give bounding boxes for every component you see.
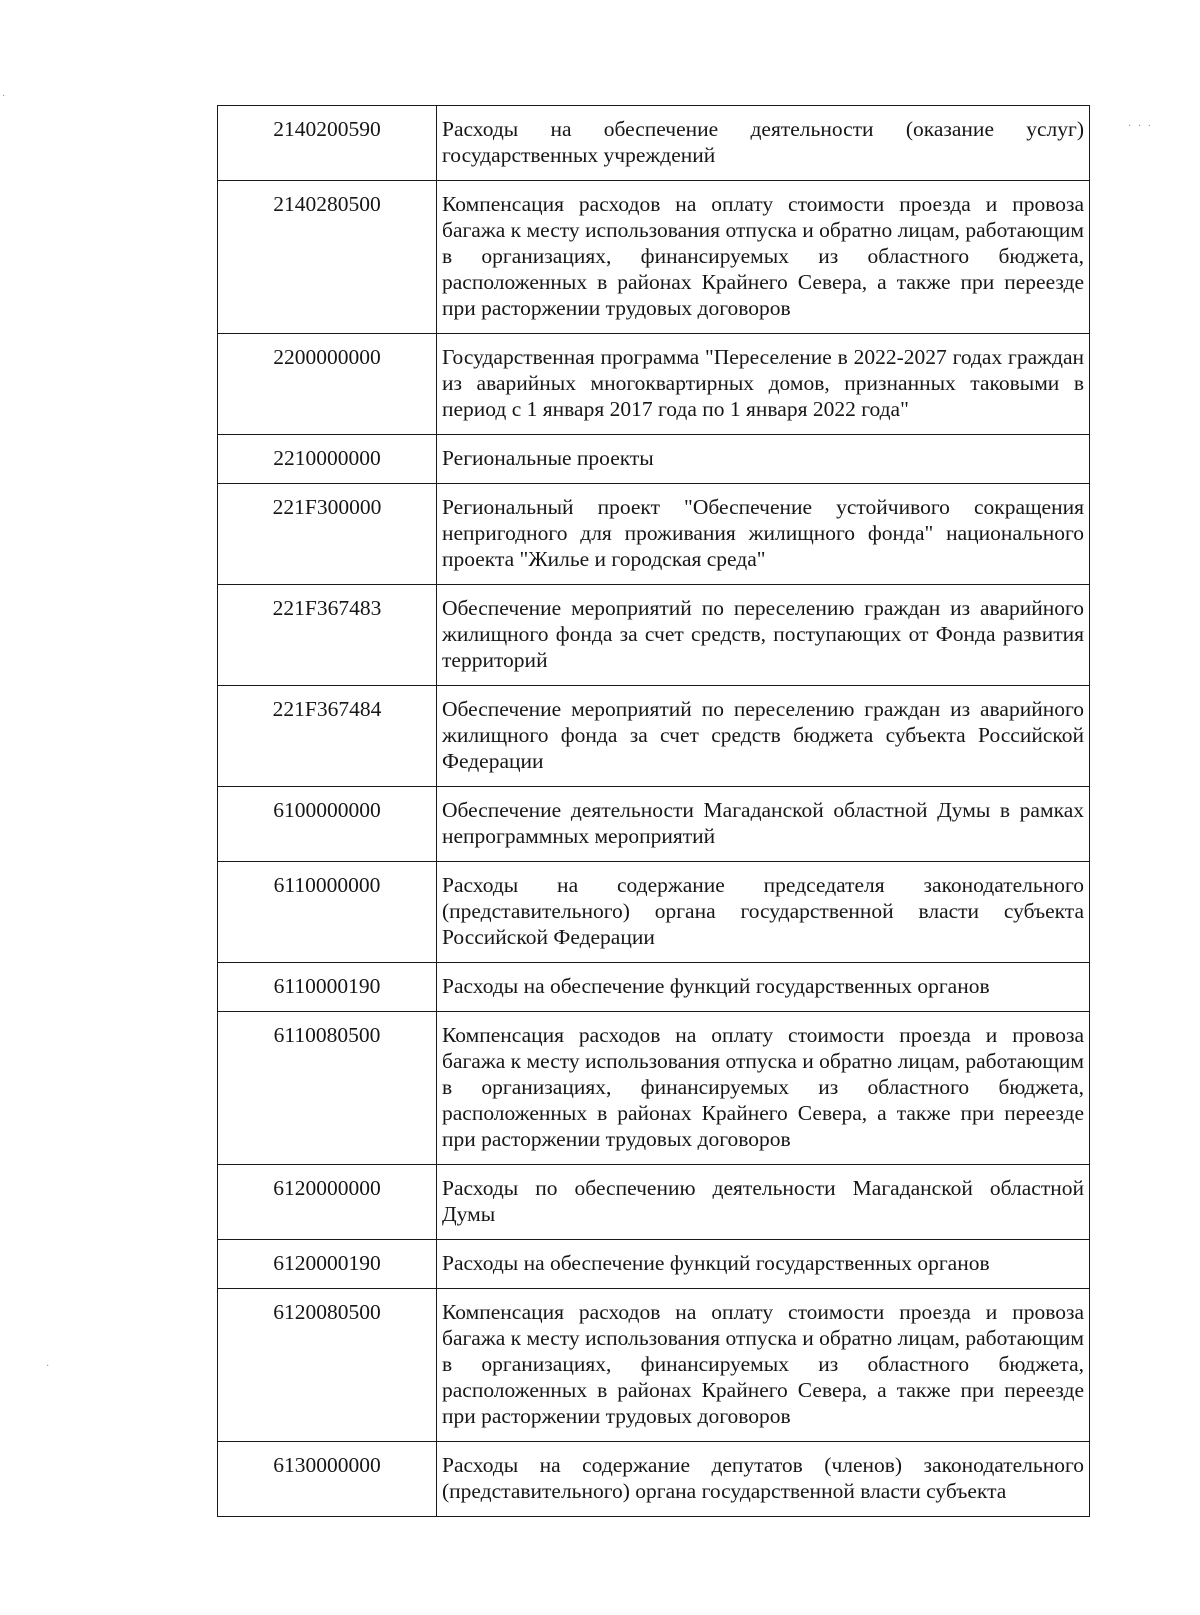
table-row [218,686,1090,787]
table-row [218,787,1090,862]
row-code: 2210000000 [218,435,437,484]
row-description: Компенсация расходов на оплату стоимости проезда и провоза багажа к месту использования отпуска и обратно лицам, работающим в организациях, финансируемых из областного бюджета, расположенных в районах Крайнего Севера, а также при переезде при расторжении трудовых договоров [437,181,1090,334]
row-description: Обеспечение мероприятий по переселению граждан из аварийного жилищного фонда за счет средств, поступающих от Фонда развития территорий [437,585,1090,686]
budget-classification-table [217,105,1090,1517]
table-row [218,334,1090,435]
table-row [218,435,1090,484]
table-row [218,585,1090,686]
row-description: Расходы по обеспечению деятельности Магаданской областной Думы [437,1165,1090,1240]
row-description: Государственная программа "Переселение в 2022-2027 годах граждан из аварийных многоквартирных домов, признанных таковыми в период с 1 января 2017 года по 1 января 2022 года" [437,334,1090,435]
row-description: Обеспечение мероприятий по переселению граждан из аварийного жилищного фонда за счет средств бюджета субъекта Российской Федерации [437,686,1090,787]
row-description: Расходы на обеспечение функций государственных органов [437,963,1090,1012]
row-code: 6110080500 [218,1012,437,1165]
row-code: 221F367483 [218,585,437,686]
row-code: 6110000000 [218,862,437,963]
table-row [218,484,1090,585]
row-code: 6120000000 [218,1165,437,1240]
table-row [218,1165,1090,1240]
row-code: 2140200590 [218,106,437,181]
row-description: Компенсация расходов на оплату стоимости проезда и провоза багажа к месту использования отпуска и обратно лицам, работающим в организациях, финансируемых из областного бюджета, расположенных в районах Крайнего Севера, а также при переезде при расторжении трудовых договоров [437,1289,1090,1442]
row-code: 6130000000 [218,1442,437,1517]
row-description: Расходы на содержание председателя законодательного (представительного) органа государственной власти субъекта Российской Федерации [437,862,1090,963]
table-row [218,1289,1090,1442]
table-row [218,1012,1090,1165]
row-description: Обеспечение деятельности Магаданской областной Думы в рамках непрограммных мероприятий [437,787,1090,862]
table-row [218,963,1090,1012]
row-code: 6100000000 [218,787,437,862]
row-description: Расходы на содержание депутатов (членов) законодательного (представительного) органа государственной власти субъекта [437,1442,1090,1517]
row-code: 2140280500 [218,181,437,334]
table-row [218,1442,1090,1517]
table-row [218,181,1090,334]
row-code: 221F367484 [218,686,437,787]
row-description: Компенсация расходов на оплату стоимости проезда и провоза багажа к месту использования отпуска и обратно лицам, работающим в организациях, финансируемых из областного бюджета, расположенных в районах Крайнего Севера, а также при переезде при расторжении трудовых договоров [437,1012,1090,1165]
row-description: Региональный проект "Обеспечение устойчивого сокращения непригодного для проживания жилищного фонда" национального проекта "Жилье и городская среда" [437,484,1090,585]
row-code: 6110000190 [218,963,437,1012]
row-description: Региональные проекты [437,435,1090,484]
row-code: 221F300000 [218,484,437,585]
table-row [218,862,1090,963]
row-description: Расходы на обеспечение деятельности (оказание услуг) государственных учреждений [437,106,1090,181]
table-row [218,1240,1090,1289]
scan-speck: · [2,91,8,102]
row-code: 6120000190 [218,1240,437,1289]
table-body [218,106,1090,1517]
row-code: 6120080500 [218,1289,437,1442]
scan-speck: · · · [1128,121,1153,132]
row-description: Расходы на обеспечение функций государственных органов [437,1240,1090,1289]
table-row [218,106,1090,181]
row-code: 2200000000 [218,334,437,435]
scan-speck: · [46,1361,52,1372]
